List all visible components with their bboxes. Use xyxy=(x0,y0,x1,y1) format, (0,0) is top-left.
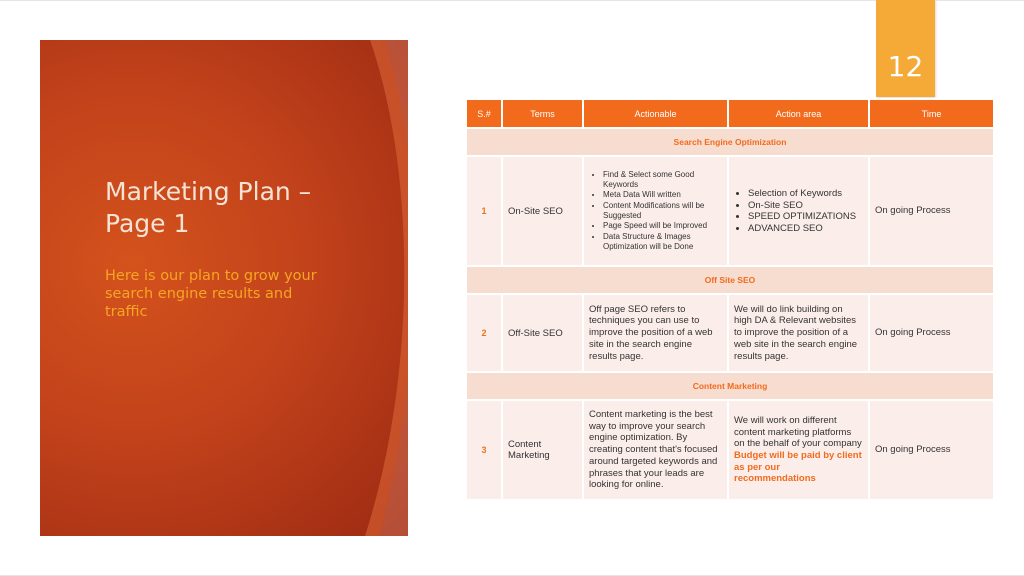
row-number: 2 xyxy=(466,294,502,372)
list-item: • Selection of Keywords xyxy=(748,188,863,200)
action-area-text: We will work on different content marketing platforms on the behalf of your company xyxy=(734,414,862,450)
budget-note: Budget will be paid by client as per our recommendations xyxy=(734,450,862,485)
table-row xyxy=(466,400,994,500)
row-action-area xyxy=(728,156,869,266)
header-terms: Terms xyxy=(502,99,583,128)
table-header-row xyxy=(466,99,994,128)
section-row xyxy=(466,372,994,400)
row-actionable: Off page SEO refers to techniques you can use to improve the position of a web site in the search engine results page. xyxy=(583,294,728,372)
marketing-plan-table xyxy=(465,98,995,501)
section-title: Content Marketing xyxy=(466,372,994,400)
row-number: 1 xyxy=(466,156,502,266)
row-time: On going Process xyxy=(869,294,994,372)
list-item: • Meta Data Will written xyxy=(603,190,722,200)
slide-subtitle: Here is our plan to grow your search engine results and traffic xyxy=(105,268,317,320)
row-term: Off-Site SEO xyxy=(502,294,583,372)
list-item: • SPEED OPTIMIZATIONS xyxy=(748,211,863,223)
row-term: Content Marketing xyxy=(502,400,583,500)
row-number: 3 xyxy=(466,400,502,500)
header-time: Time xyxy=(869,99,994,128)
header-action-area: Action area xyxy=(728,99,869,128)
table-row xyxy=(466,156,994,266)
row-time: On going Process xyxy=(869,156,994,266)
page-number-tab xyxy=(876,0,935,97)
slide-title: Marketing Plan – Page 1 xyxy=(105,177,312,238)
row-actionable: Content marketing is the best way to improve your search engine optimization. By creating content that's focused around targeted keywords and phrases that your leads are looking for online. xyxy=(583,400,728,500)
row-term: On-Site SEO xyxy=(502,156,583,266)
section-row xyxy=(466,266,994,294)
row-time: On going Process xyxy=(869,400,994,500)
section-title: Off Site SEO xyxy=(466,266,994,294)
list-item: • Find & Select some Good Keywords xyxy=(603,170,722,191)
header-actionable: Actionable xyxy=(583,99,728,128)
list-item: • ADVANCED SEO xyxy=(748,223,863,235)
list-item: • Content Modifications will be Suggested xyxy=(603,201,722,222)
section-title: Search Engine Optimization xyxy=(466,128,994,156)
page-number: 12 xyxy=(887,50,924,83)
row-actionable xyxy=(583,156,728,266)
list-item: • Page Speed will be Improved xyxy=(603,221,722,231)
row-action-area xyxy=(728,400,869,500)
section-row xyxy=(466,128,994,156)
header-sn: S.# xyxy=(466,99,502,128)
list-item: • On-Site SEO xyxy=(748,200,863,212)
table-row xyxy=(466,294,994,372)
row-action-area: We will do link building on high DA & Relevant websites to improve the position of a web site in the search engine results page. xyxy=(728,294,869,372)
list-item: • Data Structure & Images Optimization will be Done xyxy=(603,232,722,253)
